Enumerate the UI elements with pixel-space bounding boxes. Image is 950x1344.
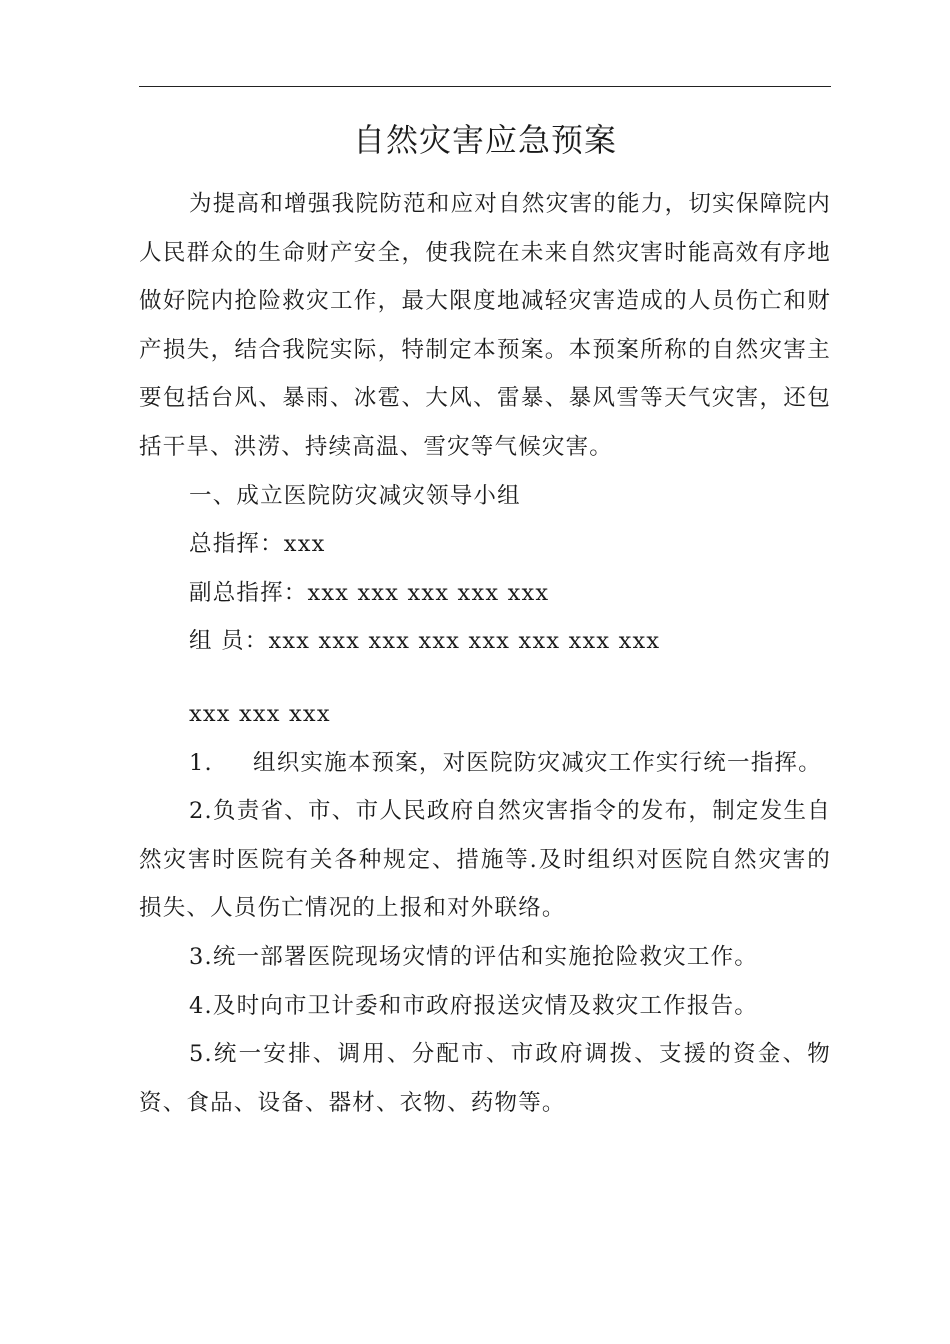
commander-line: 总指挥：xxx <box>189 531 326 558</box>
list-item-4: 4.及时向市卫计委和市政府报送灾情及救灾工作报告。 <box>189 992 758 1019</box>
list-item-3: 3.统一部署医院现场灾情的评估和实施抢险救灾工作。 <box>189 943 758 970</box>
list-item-1-text: 组织实施本预案，对医院防灾减灾工作实行统一指挥。 <box>253 749 822 776</box>
blank-gap <box>139 666 831 690</box>
section-heading: 一、成立医院防灾减灾领导小组 <box>189 482 521 509</box>
list-item-1-number: 1. <box>189 749 213 776</box>
list-item-5: 5.统一安排、调用、分配市、市政府调拨、支援的资金、物资、食品、设备、器材、衣物、药物等。 <box>139 1041 831 1116</box>
document-body <box>139 180 831 1127</box>
document-title: 自然灾害应急预案 <box>352 121 617 159</box>
list-item-2: 2.负责省、市、市人民政府自然灾害指令的发布，制定发生自然灾害时医院有关各种规定、措施等.及时组织对医院自然灾害的损失、人员伤亡情况的上报和对外联络。 <box>139 798 831 922</box>
intro-paragraph: 为提高和增强我院防范和应对自然灾害的能力，切实保障院内人民群众的生命财产安全，使我院在未来自然灾害时能高效有序地做好院内抢险救灾工作，最大限度地减轻灾害造成的人员伤亡和财产损失，结合我院实际，特制定本预案。本预案所称的自然灾害主要包括台风、暴雨、冰雹、大风、雷暴、暴风雪等天气灾害，还包括干旱、洪涝、持续高温、雪灾等气候灾害。 <box>139 191 831 460</box>
list-item-1 <box>139 739 831 788</box>
members-continued-line: xxx xxx xxx <box>189 700 331 727</box>
members-line: 组 员：xxx xxx xxx xxx xxx xxx xxx xxx <box>189 628 661 655</box>
header-rule <box>139 86 831 87</box>
deputy-commander-line: 副总指挥：xxx xxx xxx xxx xxx <box>189 579 550 606</box>
